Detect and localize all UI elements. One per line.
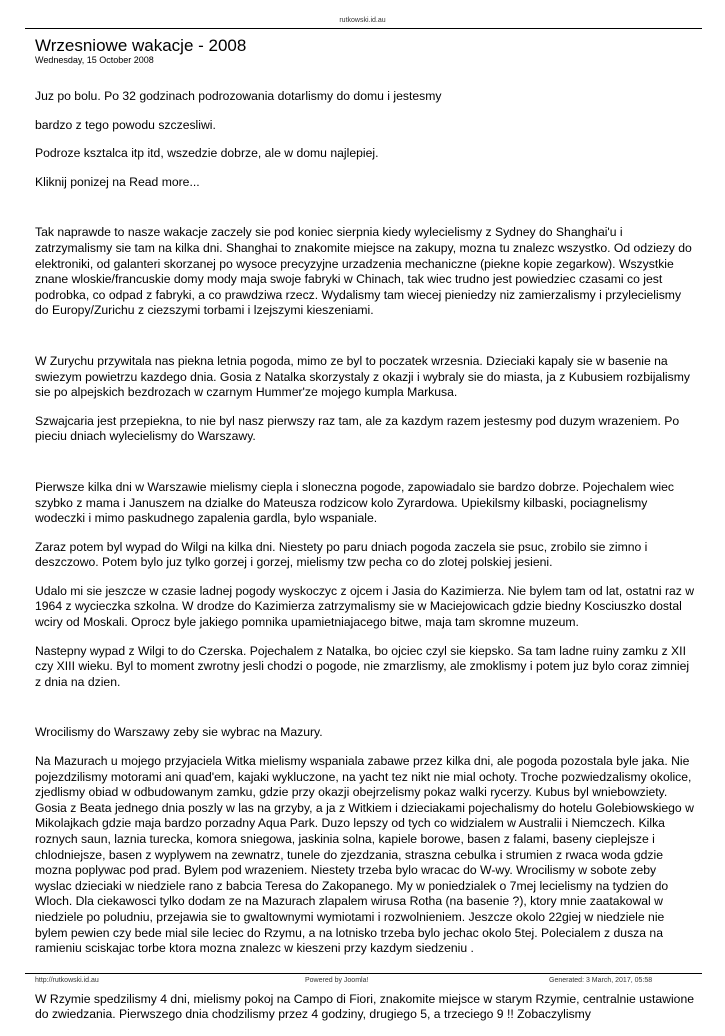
paragraph: W Rzymie spedzilismy 4 dni, mielismy pokoj na Campo di Fiori, znakomite miejsce w starym Rzymie, centralnie ustawione do zwiedzania. Pierwszego dnia chodzilismy przez 4 godziny, drugiego 5, a trzeciego 9 !! Zobaczylismy [35,991,695,1022]
page-title: Wrzesniowe wakacje - 2008 [35,36,247,55]
read-more-paragraph: Kliknij ponizej na Read more... [35,174,200,189]
paragraph: Nastepny wypad z Wilgi to do Czerska. Pojechalem z Natalka, bo ojciec czyl sie kiepsko. Sa tam ladne ruiny zamku z XII czy XIII wieku. Byl to moment zwrotny jesli chodzi o pogode, nie zmarzlismy, ale zmoklismy i potem juz bylo coraz zimniej z dnia na dzien. [35,643,690,689]
spacer [35,332,695,354]
publish-date: Wednesday, 15 October 2008 [35,55,154,65]
paragraph: Zaraz potem byl wypad do Wilgi na kilka dni. Niestety po paru dniach pogoda zaczela sie psuc, zrobilo sie zimno i deszczowo. Potem bylo juz tylko gorzej i gorzej, mielismy tzw pecha co do zlotej polskiej jesieni. [35,539,648,570]
footer-generated-date: Generated: 3 March, 2017, 05:58 [549,977,653,984]
spacer [35,458,695,480]
paragraph: Pierwsze kilka dni w Warszawie mielismy ciepla i sloneczna pogode, zapowiadalo sie bardzo dobrze. Pojechalem wiec szybko z mama i Januszem na dzialke do Mateusza rodzicow kolo Zyrardowa. Upiekilsmy kilbaski, pociagnelismy wodeczki i mimo paskudnego zapalenia gardla, bylo wspaniale. [35,479,675,526]
paragraph: Wrocilismy do Warszawy zeby sie wybrac na Mazury. [35,725,323,740]
footer-powered-by: Powered by Joomla! [305,977,369,984]
site-header: rutkowski.id.au [339,17,386,24]
spacer [35,203,695,225]
footer-site-link[interactable]: http://rutkowski.id.au [35,977,99,984]
paragraph: Tak naprawde to nasze wakacje zaczely sie pod koniec sierpnia kiedy wylecielismy z Sydney do Shanghai'u i zatrzymalismy sie tam na kilka dni. Shanghai to znakomite miejsce na zakupy, mozna tu znalezc wszystko. Od odziezy do elektroniki, od galanteri skorzanej po wysoce precyzyjne urzadzenia mechaniczne (piekne kopie zegarkow). Wszystkie znane wloskie/francuskie domy mody maja swoje fabryki w Chinach, tak wiec trudno jest powiedziec czasami co jest podrobka, co odpad z fabryki, a co prawdziwa rzecz. Wydalismy tam wiecej pieniedzy niz zamierzalismy i przylecielismy do Europy/Zurichu z ciezszymi torbami i lzejszymi kieszeniami. [35,225,692,318]
footer-divider [25,973,702,974]
paragraph: Podroze ksztalca itp itd, wszedzie dobrze, ale w domu najlepiej. [35,146,379,161]
paragraph: Udalo mi sie jeszcze w czasie ladnej pogody wyskoczyc z ojcem i Jasia do Kazimierza. Nie bylem tam od lat, ostatni raz w 1964 z wycieczka szkolna. W drodze do Kazimierza zatrzymalismy sie w Maciejowicach gdzie biedny Kosciuszko dostal wciry od Moskali. Oprocz byle jakiego pomnika upamietniajacego bitwe, maja tam skromne muzeum. [35,583,695,630]
paragraph: bardzo z tego powodu szczesliwi. [35,117,216,132]
paragraph: Szwajcaria jest przepiekna, to nie byl nasz pierwszy raz tam, ale za kazdym razem jestesmy pod duzym wrazeniem. Po pieciu dniach wylecielismy do Warszawy. [35,413,680,444]
article-body [35,89,695,1036]
spacer [35,703,695,725]
paragraph: Na Mazurach u mojego przyjaciela Witka mielismy wspaniala zabawe przez kilka dni, ale pogoda pozostala byle jaka. Nie pojezdzilismy motorami ani quad'em, kajaki wykluczone, na yacht tez nikt nie mial ochoty. Troche pozwiedzalismy okolice, zjedlismy obiad w odbudowanym zamku, gdzie przy okazji obejrzelismy pokaz walki rycerzy. Kubus byl wniebowziety. Gosia z Beata jednego dnia poszly w las na grzyby, a ja z Witkiem i dzieciakami pojechalismy do hotelu Golebiowskiego w Mikolajkach gdzie maja bardzo porzadny Aqua Park. Duzo lepszy od tych co widzialem w Australii i Niemczech. Kilka roznych saun, laznia turecka, komora sniegowa, jaskinia solna, kapiele borowe, basen z falami, baseny cieplejsze i chlodniejsze, basen z wyplywem na zewnatrz, tunele do zjezdzania, straszna cebulka i strumien z rwaca woda gdzie mozna poplywac pod prad. Bylem pod wrazeniem. Niestety trzeba bylo wracac do W-wy. Wrocilismy w sobote zeby wyslac dzieciaki w niedziele rano z babcia Teresa do Zakopanego. My w poniedzialek o 7mej lecielismy na tydzien do Wloch. Dla ciekawosci tylko dodam ze na Mazurach zlapalem wirusa Rotha (na basenie ?), ktory mnie zaatakowal w niedziele po poludniu, przejawia sie to gwaltownymi wymiotami i rozwolnieniem. Jeszcze okolo 22giej w niedziele nie bylem pewien czy bede mial sile leciec do Rzymu, a na lotnisko trzeba bylo jechac okolo 5tej. Polecialem z dusza na ramieniu sciskajac torbe ktora mozna znalezc w kieszeni przy kazdym siedzeniu . [35,754,694,956]
header-divider [25,28,702,29]
paragraph: W Zurychu przywitala nas piekna letnia pogoda, mimo ze byl to poczatek wrzesnia. Dzieciaki kapaly sie w basenie na swiezym powietrzu kazdego dnia. Gosia z Natalka skorzystaly z okazji i wybraly sie do miasta, ja z Kubusiem rozbijalismy sie po alpejskich bezdrozach w czarnym Hummer'ze mojego kumpla Markusa. [35,353,690,400]
paragraph: Juz po bolu. Po 32 godzinach podrozowania dotarlismy do domu i jestesmy [35,89,442,103]
